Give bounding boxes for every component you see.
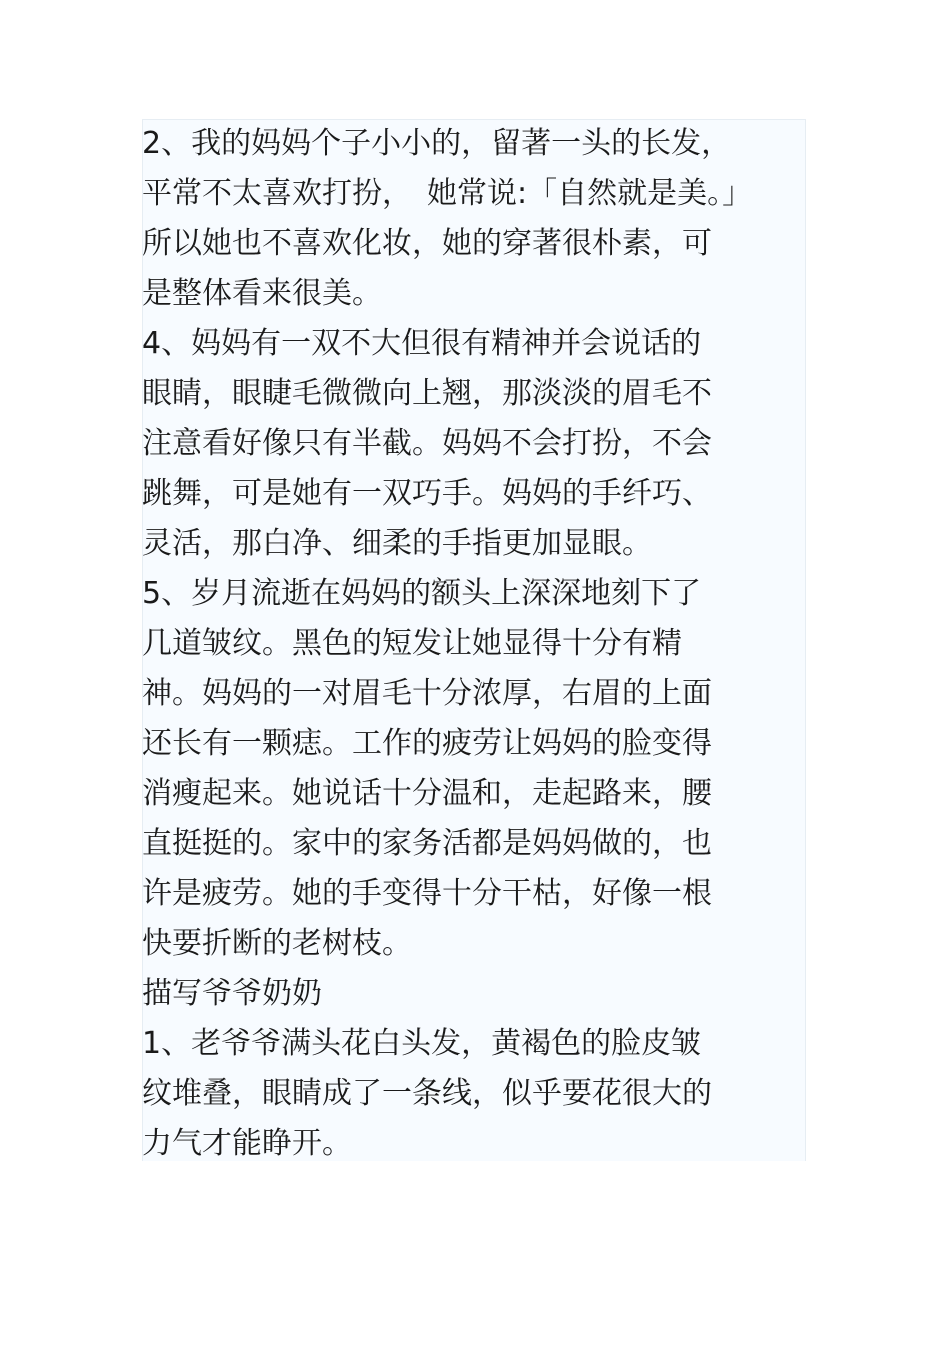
text-line: 注意看好像只有半截。妈妈不会打扮，不会 — [142, 426, 712, 461]
text-line: 消瘦起来。她说话十分温和，走起路来，腰 — [142, 776, 712, 811]
text-line: 跳舞，可是她有一双巧手。妈妈的手纤巧、 — [142, 476, 712, 511]
text-line: 4、妈妈有一双不大但很有精神并会说话的 — [142, 326, 702, 361]
text-line: 5、岁月流逝在妈妈的额头上深深地刻下了 — [142, 576, 702, 611]
text-line: 还长有一颗痣。工作的疲劳让妈妈的脸变得 — [142, 726, 712, 761]
text-line: 平常不太喜欢打扮， 她常说:「自然就是美。」 — [142, 176, 753, 211]
text-line: 所以她也不喜欢化妆，她的穿著很朴素，可 — [142, 226, 712, 261]
text-line: 力气才能睁开。 — [142, 1126, 352, 1161]
section-heading: 描写爷爷奶奶 — [142, 976, 322, 1011]
text-line: 纹堆叠，眼睛成了一条线，似乎要花很大的 — [142, 1076, 712, 1111]
text-line: 眼睛，眼睫毛微微向上翘，那淡淡的眉毛不 — [142, 376, 712, 411]
text-line: 灵活，那白净、细柔的手指更加显眼。 — [142, 526, 652, 561]
text-line: 直挺挺的。家中的家务活都是妈妈做的，也 — [142, 826, 712, 861]
text-line: 神。妈妈的一对眉毛十分浓厚，右眉的上面 — [142, 676, 712, 711]
text-line: 快要折断的老树枝。 — [142, 926, 412, 961]
text-line: 1、老爷爷满头花白头发，黄褐色的脸皮皱 — [142, 1026, 702, 1061]
text-line: 许是疲劳。她的手变得十分干枯，好像一根 — [142, 876, 712, 911]
text-line: 是整体看来很美。 — [142, 276, 382, 311]
text-line: 2、我的妈妈个子小小的，留著一头的长发， — [142, 126, 732, 161]
text-line: 几道皱纹。黑色的短发让她显得十分有精 — [142, 626, 682, 661]
